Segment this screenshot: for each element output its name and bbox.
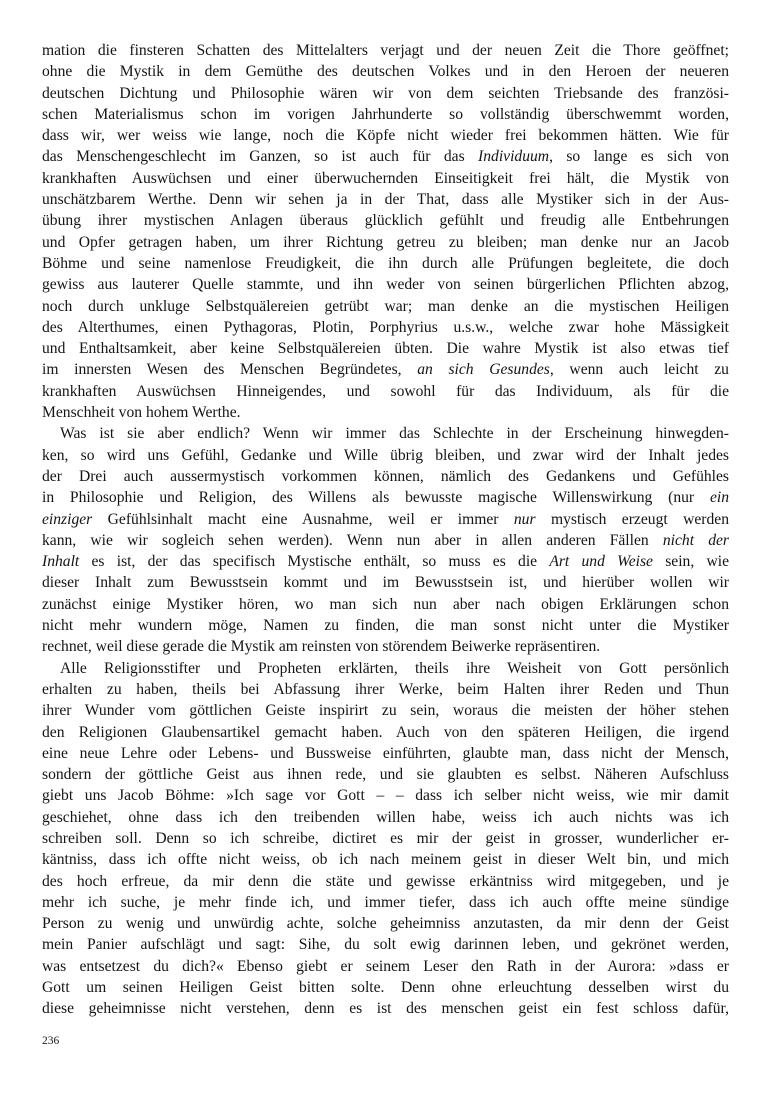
text-segment: den Religionen Glaubensartikel gemacht haben. Auch von den späteren Heiligen, die irgend [42,723,729,741]
text-segment: unschätzbarem Werthe. Denn wir sehen ja in der That, dass alle Mystiker sich in der Aus- [42,191,729,209]
text-line [42,168,729,189]
text-line [42,892,729,913]
text-line [42,807,729,828]
text-segment: in Philosophie und Religion, des Willens als bewusste magische Willenswirkung (nur [42,489,710,507]
text-line [42,871,729,892]
text-segment: Person zu wenig und unwürdig achte, solche geheimniss anzutasten, da mir denn der Geist [42,915,729,933]
text-line [42,700,729,721]
text-segment: krankhaften Auswüchsen Hinneigendes, und sowohl für das Individuum, als für die [42,382,729,400]
text-line [42,509,729,530]
text-line [42,317,729,338]
text-segment: krankhaften Auswüchsen und einer überwuchernden Einseitigkeit frei hält, die Mystik von [42,169,729,187]
text-segment: und Opfer getragen haben, um ihrer Richtung getreu zu bleiben; man denke nur an Jacob [42,233,729,251]
italic-text-segment: einziger [42,510,93,528]
text-line [42,104,729,125]
text-line [42,232,729,253]
text-line [42,296,729,317]
italic-text-segment: an sich Gesundes [417,361,550,379]
text-segment: schreiben soll. Denn so ich schreibe, dictiret es mir der geist in grosser, wunderlicher er- [42,829,729,847]
text-line [42,828,729,849]
text-segment: des hoch erfreue, da mir denn die stäte und gewisse erkäntniss wird mitgegeben, und je [42,872,729,890]
text-line [42,466,729,487]
text-segment: eine neue Lehre oder Lebens- und Bussweise einführten, glaubte man, dass nicht der Mensch, [42,744,729,762]
text-line [42,934,729,955]
text-segment: gewiss aus lauterer Quelle stammte, und ihn weder von seinen bürgerlichen Pflichten abzog, [42,276,729,294]
text-segment: ken, so wird uns Gefühl, Gedanke und Wille übrig bleiben, und zwar wird der Inhalt jedes [42,446,729,464]
text-segment: erhalten zu haben, theils bei Abfassung ihrer Werke, beim Halten ihrer Reden und Thun [42,680,729,698]
text-segment: , wenn auch leicht zu [549,361,729,379]
text-line [42,636,729,657]
text-segment: sondern der göttliche Geist aus ihnen rede, und sie glaubten es selbst. Näheren Aufschluss [42,766,729,784]
text-segment: mation die finsteren Schatten des Mittelalters verjagt und der neuen Zeit die Thore geöffnet; [42,42,729,59]
text-segment: zunächst einige Mystiker hören, wo man sich nun aber nach obigen Erklärungen schon [42,595,729,613]
text-segment: käntniss, dass ich offte nicht weiss, ob ich nach meinem geist in dieser Welt bin, und mich [42,851,729,869]
text-segment: es ist, der das specifisch Mystische enthält, so muss es die [79,553,550,571]
text-line [42,274,729,295]
text-line [42,359,729,380]
text-line [42,402,729,423]
text-segment: kann, wie wir sogleich sehen werden). Wenn nun aber in allen anderen Fällen [42,531,663,549]
text-segment: Alle Religionsstifter und Propheten erklärten, theils ihre Weisheit von Gott persönlich [60,659,729,677]
text-segment: mystisch erzeugt werden [535,510,729,528]
text-segment: rechnet, weil diese gerade die Mystik am reinsten von störendem Beiwerke repräsentiren. [42,638,601,656]
text-segment: dieser Inhalt zum Bewusstsein kommt und im Bewusstsein ist, und hierüber wollen wir [42,574,729,592]
text-segment: mein Panier aufschlägt und sagt: Sihe, du solt ewig darinnen leben, und gekrönet werden, [42,936,729,954]
italic-text-segment: ein [709,489,729,507]
text-segment: noch durch unkluge Selbstquälereien getrübt war; man denke an die mystischen Heiligen [42,297,729,315]
text-line [42,743,729,764]
text-line [42,572,729,593]
text-line [42,679,729,700]
text-segment: ohne die Mystik in dem Gemüthe des deutschen Volkes und in den Heroen der neueren [42,63,729,81]
text-segment: was entsetzest du dich?« Ebenso giebt er seinem Leser den Rath in der Aurora: »dass er [42,957,729,975]
text-line [42,594,729,615]
text-line [42,210,729,231]
text-segment: mehr ich suche, je mehr finde ich, und immer tiefer, dass ich auch offte meine sündige [42,893,729,911]
text-line [42,764,729,785]
text-segment: deutschen Dichtung und Philosophie wären wir von dem seichten Triebsande des französi- [42,84,729,102]
text-line [42,956,729,977]
text-line [42,253,729,274]
text-line [42,998,729,1019]
text-segment: Gefühlsinhalt macht eine Ausnahme, weil er immer [92,510,514,528]
text-line [42,615,729,636]
text-line [42,83,729,104]
italic-text-segment: Inhalt [42,553,80,571]
text-line [42,338,729,359]
text-line [42,551,729,572]
text-segment: und Enthaltsamkeit, aber keine Selbstquälereien übten. Die wahre Mystik ist also etwas tief [42,340,729,358]
text-segment: giebt uns Jacob Böhme: »Ich sage vor Gott – – dass ich selber nicht weiss, wie mir damit [42,787,729,805]
text-segment: Gott um seinen Heiligen Geist bitten solte. Denn ohne erleuchtung desselben wirst du [42,979,729,997]
text-segment: dass wir, wer weiss wie lange, noch die Köpfe nicht wieder frei bekommen hätten. Wie für [42,127,729,145]
text-line [42,977,729,998]
italic-text-segment: nicht der [662,531,729,549]
text-segment: nicht mehr wundern möge, Namen zu finden, die man sonst nicht unter die Mystiker [42,617,729,635]
text-segment: Menschheit von hohem Werthe. [42,404,241,422]
text-line [42,530,729,551]
text-line [42,722,729,743]
italic-text-segment: Individuum [478,148,550,166]
text-segment: der Drei auch aussermystisch vorkommen können, nämlich des Gedankens und Gefühles [42,467,729,485]
text-segment: das Menschengeschlecht im Ganzen, so ist auch für das [42,148,479,166]
text-line [42,61,729,82]
text-line [42,146,729,167]
text-segment: Böhme und seine namenlose Freudigkeit, die ihn durch alle Prüfungen begleitete, die doch [42,254,729,272]
text-line [42,381,729,402]
italic-text-segment: nur [513,510,536,528]
text-line [42,785,729,806]
text-segment: geschiehet, ohne dass ich den treibenden willen habe, weiss ich auch nichts was ich [42,808,729,826]
text-segment: übung ihrer mystischen Anlagen überaus glücklich gefühlt und freudig alle Entbehrungen [42,212,729,230]
italic-text-segment: Art und Weise [549,553,653,571]
text-line [42,913,729,934]
text-line [42,189,729,210]
text-line [42,125,729,146]
text-block [42,40,729,1020]
text-segment: sein, wie [652,553,729,571]
text-line [42,445,729,466]
text-segment: ihrer Wunder vom göttlichen Geiste inspirirt zu sein, woraus die meisten der höher stehen [42,702,729,720]
text-segment: Was ist sie aber endlich? Wenn wir immer das Schlechte in der Erscheinung hinwegden- [60,425,729,443]
text-segment: des Alterthumes, einen Pythagoras, Plotin, Porphyrius u.s.w., welche zwar hohe Mässigkeit [42,318,729,336]
page-number: 236 [42,1035,60,1047]
text-line [42,40,729,61]
text-line [42,849,729,870]
text-segment: im innersten Wesen des Menschen Begründetes, [42,361,418,379]
text-line [42,487,729,508]
text-segment: schen Materialismus schon im vorigen Jahrhunderte so vollständig überschwemmt worden, [42,105,729,123]
text-segment: , so lange es sich von [549,148,729,166]
text-line [42,658,729,679]
text-segment: diese geheimnisse nicht verstehen, denn es ist des menschen geist ein fest schloss dafür, [42,1000,729,1018]
text-line [42,423,729,444]
